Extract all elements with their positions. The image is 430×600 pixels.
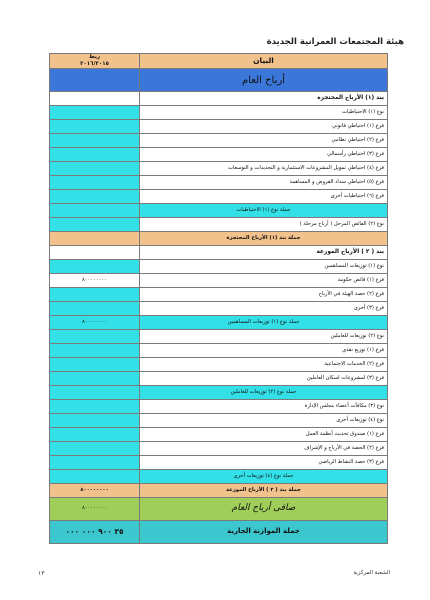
row-description: جملة الموازنة الجارية xyxy=(140,521,388,544)
budget-table xyxy=(49,53,388,544)
table-row xyxy=(50,260,388,274)
row-value xyxy=(50,428,140,442)
row-value xyxy=(50,120,140,134)
row-description: بند ( ٢ ) الأرباح الموزعة xyxy=(140,246,388,260)
row-description: فرع (٣) أخرى xyxy=(140,302,388,316)
row-value xyxy=(50,330,140,344)
row-description: فرع (٣) حصة النشاط الرياضي xyxy=(140,456,388,470)
table-row xyxy=(50,456,388,470)
row-value xyxy=(50,470,140,484)
table-row xyxy=(50,246,388,260)
table-row xyxy=(50,330,388,344)
row-description: جملة نوع (١) توزيعات المساهمين xyxy=(140,316,388,330)
page-number: ١٣ xyxy=(38,570,45,577)
row-value xyxy=(50,400,140,414)
row-description: فرع (٢) الخدمات الاجتماعية xyxy=(140,358,388,372)
footer-section-name: الشعبة المركزية xyxy=(353,570,390,576)
row-value xyxy=(50,148,140,162)
row-description: نوع (٢) توزيعات للعاملين xyxy=(140,330,388,344)
row-description: فرع (٢) الحصة في الأرباح و الإشراف xyxy=(140,442,388,456)
table-row xyxy=(50,92,388,106)
row-value xyxy=(50,386,140,400)
row-value xyxy=(50,176,140,190)
table-row xyxy=(50,521,388,544)
row-value xyxy=(50,204,140,218)
row-description: جملة بند ( ٢ ) الأرباح الموزعة xyxy=(140,484,388,498)
row-description: أرباح العام xyxy=(140,69,388,92)
row-value xyxy=(50,442,140,456)
table-row xyxy=(50,400,388,414)
row-description: نوع (١) الاحتياطيات xyxy=(140,106,388,120)
organization-title: هيئة المجتمعات العمرانية الجديدة xyxy=(266,37,404,47)
row-description: فرع (٦) احتياطيات أخرى xyxy=(140,190,388,204)
row-value xyxy=(50,456,140,470)
table-row xyxy=(50,484,388,498)
row-description: جملة نوع (٤) توزيعات أخرى xyxy=(140,470,388,484)
row-value xyxy=(50,69,140,92)
row-description: نوع (١) توزيعات المساهمين xyxy=(140,260,388,274)
row-value: ٨٠٠٠٠٠٠٠٠ xyxy=(50,274,140,288)
table-row xyxy=(50,120,388,134)
row-value xyxy=(50,358,140,372)
row-value xyxy=(50,92,140,106)
row-value xyxy=(50,372,140,386)
table-row xyxy=(50,190,388,204)
row-description: فرع (١) احتياطي قانوني xyxy=(140,120,388,134)
row-description: جملة نوع (٢) توزيعات للعاملين xyxy=(140,386,388,400)
row-description: نوع (٣) مكافآت أعضاء مجلس الإدارة xyxy=(140,400,388,414)
row-value xyxy=(50,218,140,232)
table-row xyxy=(50,176,388,190)
table-row xyxy=(50,372,388,386)
table-row xyxy=(50,302,388,316)
row-value: ٨٠٠٠٠٠٠٠٠ xyxy=(50,484,140,498)
row-description: فرع (١) فائض حكومة xyxy=(140,274,388,288)
row-description: فرع (٣) لمشروعات اسكان العاملين xyxy=(140,372,388,386)
row-description: فرع (١) توزيع نقدي xyxy=(140,344,388,358)
row-value xyxy=(50,106,140,120)
table-row xyxy=(50,414,388,428)
row-value xyxy=(50,162,140,176)
header-value-period: ٢٠١٦/٢٠١٥ xyxy=(80,61,109,67)
row-description: نوع (٤) توزيعات أخرى xyxy=(140,414,388,428)
table-row xyxy=(50,134,388,148)
row-description: فرع (٣) احتياطي رأسمالي xyxy=(140,148,388,162)
row-value xyxy=(50,246,140,260)
row-value xyxy=(50,232,140,246)
table-row xyxy=(50,344,388,358)
header-value xyxy=(50,54,140,69)
row-description: نوع (٢) الفائض المرحل ( أرباح مرحلة ) xyxy=(140,218,388,232)
table-row xyxy=(50,498,388,521)
row-description: جملة نوع (١) الاحتياطيات xyxy=(140,204,388,218)
table-row xyxy=(50,358,388,372)
table-row xyxy=(50,204,388,218)
row-description: فرع (٤) احتياطي تمويل المشروعات الاستثمارية و التجديدات و التوسعات xyxy=(140,162,388,176)
table-row xyxy=(50,442,388,456)
table-row xyxy=(50,470,388,484)
row-description: صافى أرباح العام xyxy=(140,498,388,521)
row-value xyxy=(50,190,140,204)
row-value: ٨٠٠٠٠٠٠٠٠ xyxy=(50,498,140,521)
row-value xyxy=(50,344,140,358)
table-row xyxy=(50,162,388,176)
row-value xyxy=(50,302,140,316)
table-row xyxy=(50,316,388,330)
row-value xyxy=(50,260,140,274)
header-value-label: ربط xyxy=(88,54,101,61)
row-description: بند (١) الأرباح المحتجزة xyxy=(140,92,388,106)
row-value xyxy=(50,414,140,428)
row-description: فرع (٢) احتياطي نظامي xyxy=(140,134,388,148)
header-description: البيان xyxy=(140,54,388,69)
table-row xyxy=(50,386,388,400)
row-value: ٨٠٠٠٠٠٠٠٠ xyxy=(50,316,140,330)
table-row xyxy=(50,428,388,442)
row-description: فرع (١) صندوق تحديث أنظمة العمل xyxy=(140,428,388,442)
table-row xyxy=(50,288,388,302)
table-header-row xyxy=(50,54,388,69)
row-description: فرع (٥) احتياطي سداد القروض و المساهمة xyxy=(140,176,388,190)
row-value xyxy=(50,134,140,148)
row-description: جملة بند (١) الأرباح المحتجزة xyxy=(140,232,388,246)
table-row xyxy=(50,218,388,232)
table-row xyxy=(50,232,388,246)
table-row xyxy=(50,148,388,162)
table-row xyxy=(50,106,388,120)
row-description: فرع (٢) حصة الهيئة في الأرباح xyxy=(140,288,388,302)
table-row xyxy=(50,69,388,92)
row-value xyxy=(50,288,140,302)
row-value: ٣٥ ٩٠٠ ٠٠٠ ٠٠٠ xyxy=(50,521,140,544)
table-row xyxy=(50,274,388,288)
